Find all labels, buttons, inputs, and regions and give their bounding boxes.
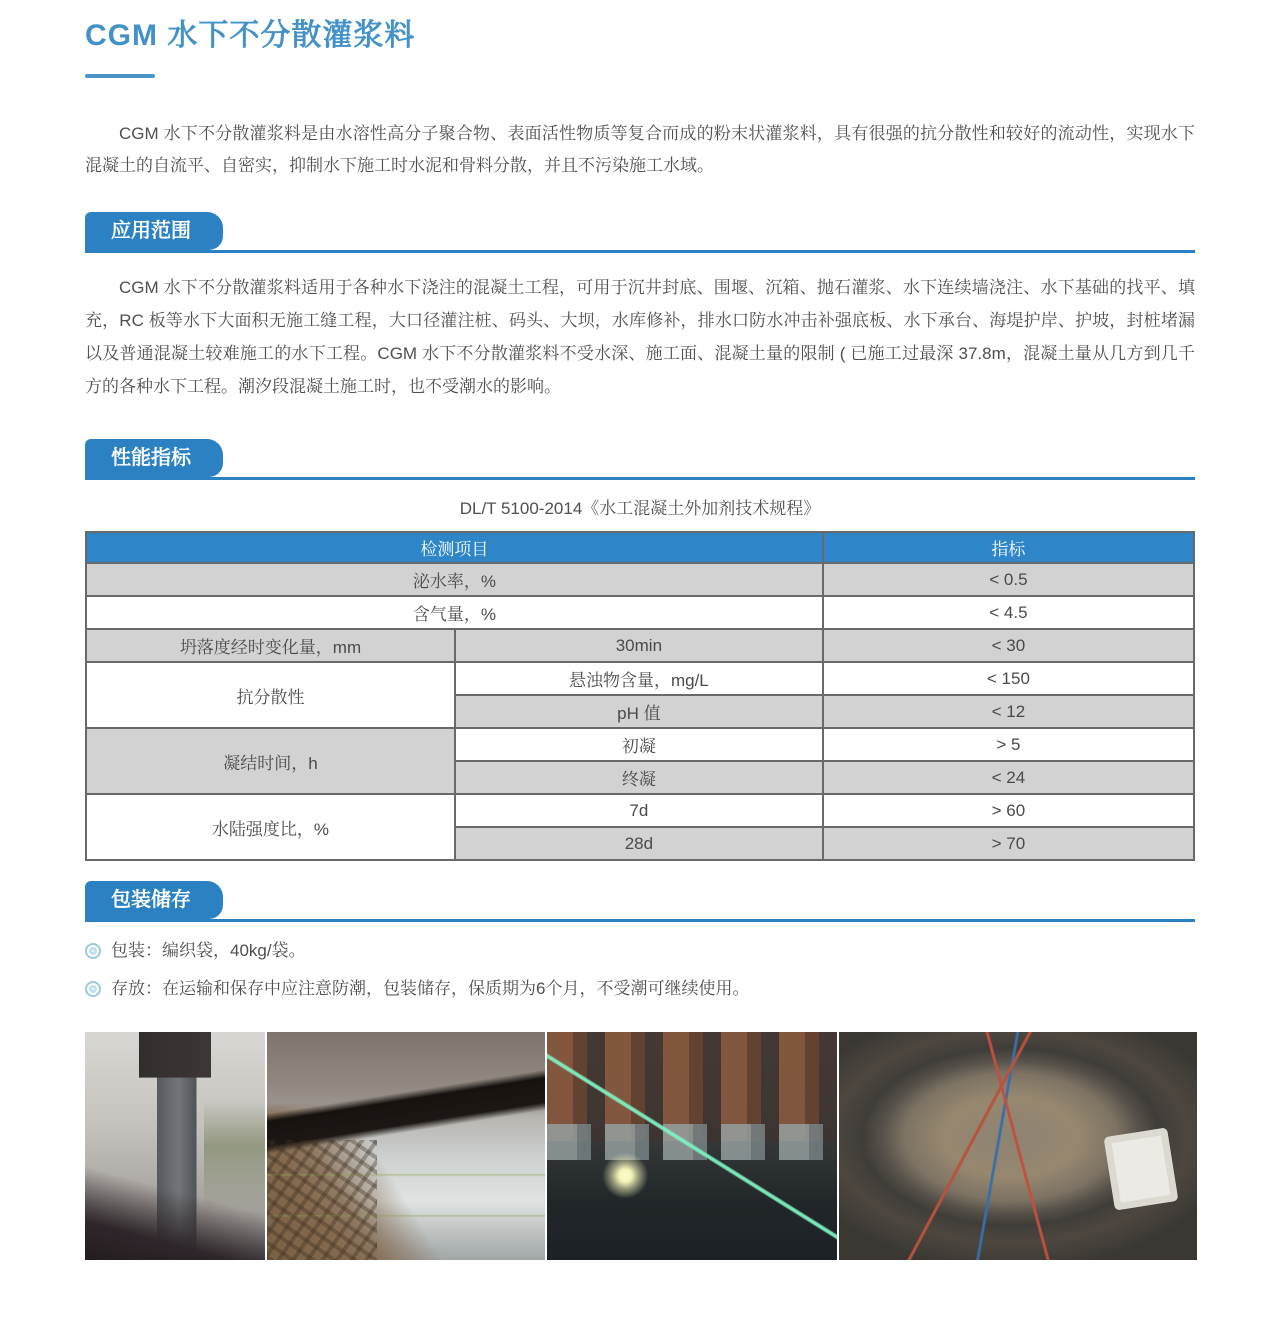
section-packaging-header (85, 881, 1195, 922)
cell-setting-label: 凝结时间，h (86, 728, 455, 794)
cell-setting-sub1: 初凝 (455, 728, 823, 761)
cell-bleeding-value: < 0.5 (823, 563, 1194, 596)
standard-caption: DL/T 5100-2014《水工混凝土外加剂技术规程》 (459, 499, 821, 518)
cell-strength-sub1: 7d (455, 794, 823, 827)
ring-bullet-icon (85, 943, 101, 959)
section-tab-application: 应用范围 (85, 212, 223, 250)
list-item (85, 938, 1195, 964)
bullet-text-storage: 存放：在运输和保存中应注意防潮，包装储存，保质期为6个月，不受潮可继续使用。 (111, 979, 750, 998)
cell-strength-sub2: 28d (455, 827, 823, 860)
list-item (85, 976, 1195, 1002)
cell-dispersion-sub1: 悬浊物含量，mg/L (455, 662, 823, 695)
table-row (86, 563, 1194, 596)
section-performance-header (85, 439, 1195, 480)
intro-paragraph: CGM 水下不分散灌浆料是由水溶性高分子聚合物、表面活性物质等复合而成的粉末状灌浆料，具有很强的抗分散性和较好的流动性，实现水下混凝土的自流平、自密实，抑制水下施工时水泥和骨料分散，并且不污染施工水域。 (85, 124, 1195, 175)
cofferdam-pit-photo (839, 1032, 1197, 1260)
table-row (86, 728, 1194, 761)
table-header-value: 指标 (823, 532, 1194, 563)
page-title: CGM 水下不分散灌浆料 (85, 19, 416, 52)
cell-strength-value1: > 60 (823, 794, 1194, 827)
cell-slump-label: 坍落度经时变化量，mm (86, 629, 455, 662)
table-header-row (86, 532, 1194, 563)
section-application-header (85, 212, 1195, 253)
title-underline (85, 74, 155, 78)
table-header-item: 检测项目 (86, 532, 823, 563)
cell-dispersion-label: 抗分散性 (86, 662, 455, 728)
table-row (86, 629, 1194, 662)
cell-strength-label: 水陆强度比，% (86, 794, 455, 860)
cell-setting-sub2: 终凝 (455, 761, 823, 794)
bullet-text-packing: 包装：编织袋，40kg/袋。 (111, 941, 306, 960)
table-row (86, 596, 1194, 629)
cell-air-label: 含气量，% (86, 596, 823, 629)
cell-strength-value2: > 70 (823, 827, 1194, 860)
section-tab-packaging: 包装储存 (85, 881, 223, 919)
table-row (86, 794, 1194, 827)
cell-setting-value2: < 24 (823, 761, 1194, 794)
cell-air-value: < 4.5 (823, 596, 1194, 629)
packaging-bullets (85, 938, 1195, 1002)
cell-bleeding-label: 泌水率，% (86, 563, 823, 596)
photo-strip (85, 1032, 1195, 1260)
ring-bullet-icon (85, 981, 101, 997)
pier-column-construction-photo (85, 1032, 265, 1260)
cell-slump-sub: 30min (455, 629, 823, 662)
cell-dispersion-value2: < 12 (823, 695, 1194, 728)
application-paragraph: CGM 水下不分散灌浆料适用于各种水下浇注的混凝土工程，可用于沉井封底、围堰、沉箱、抛石灌浆、水下连续墙浇注、水下基础的找平、填充，RC 板等水下大面积无施工缝工程，大口径灌注桩、码头、大坝，水库修补，排水口防水冲击补强底板、水下承台、海堤护岸、护坡，封桩堵漏以及普通混凝土较难施工的水下工程。CGM 水下不分散灌浆料不受水深、施工面、混凝土量的限制 ( 已施工过最深 37.8m，混凝土量从几方到几千方的各种水下工程。潮汐段混凝土施工时，也不受潮水的影响。 (85, 278, 1195, 396)
table-row (86, 662, 1194, 695)
cell-dispersion-value1: < 150 (823, 662, 1194, 695)
bridge-piers-laser-photo (547, 1032, 837, 1260)
section-tab-performance: 性能指标 (85, 439, 223, 477)
pile-jacket-closeup-photo (267, 1032, 545, 1260)
cell-slump-value: < 30 (823, 629, 1194, 662)
performance-table (85, 531, 1195, 861)
cell-dispersion-sub2: pH 值 (455, 695, 823, 728)
cell-setting-value1: > 5 (823, 728, 1194, 761)
